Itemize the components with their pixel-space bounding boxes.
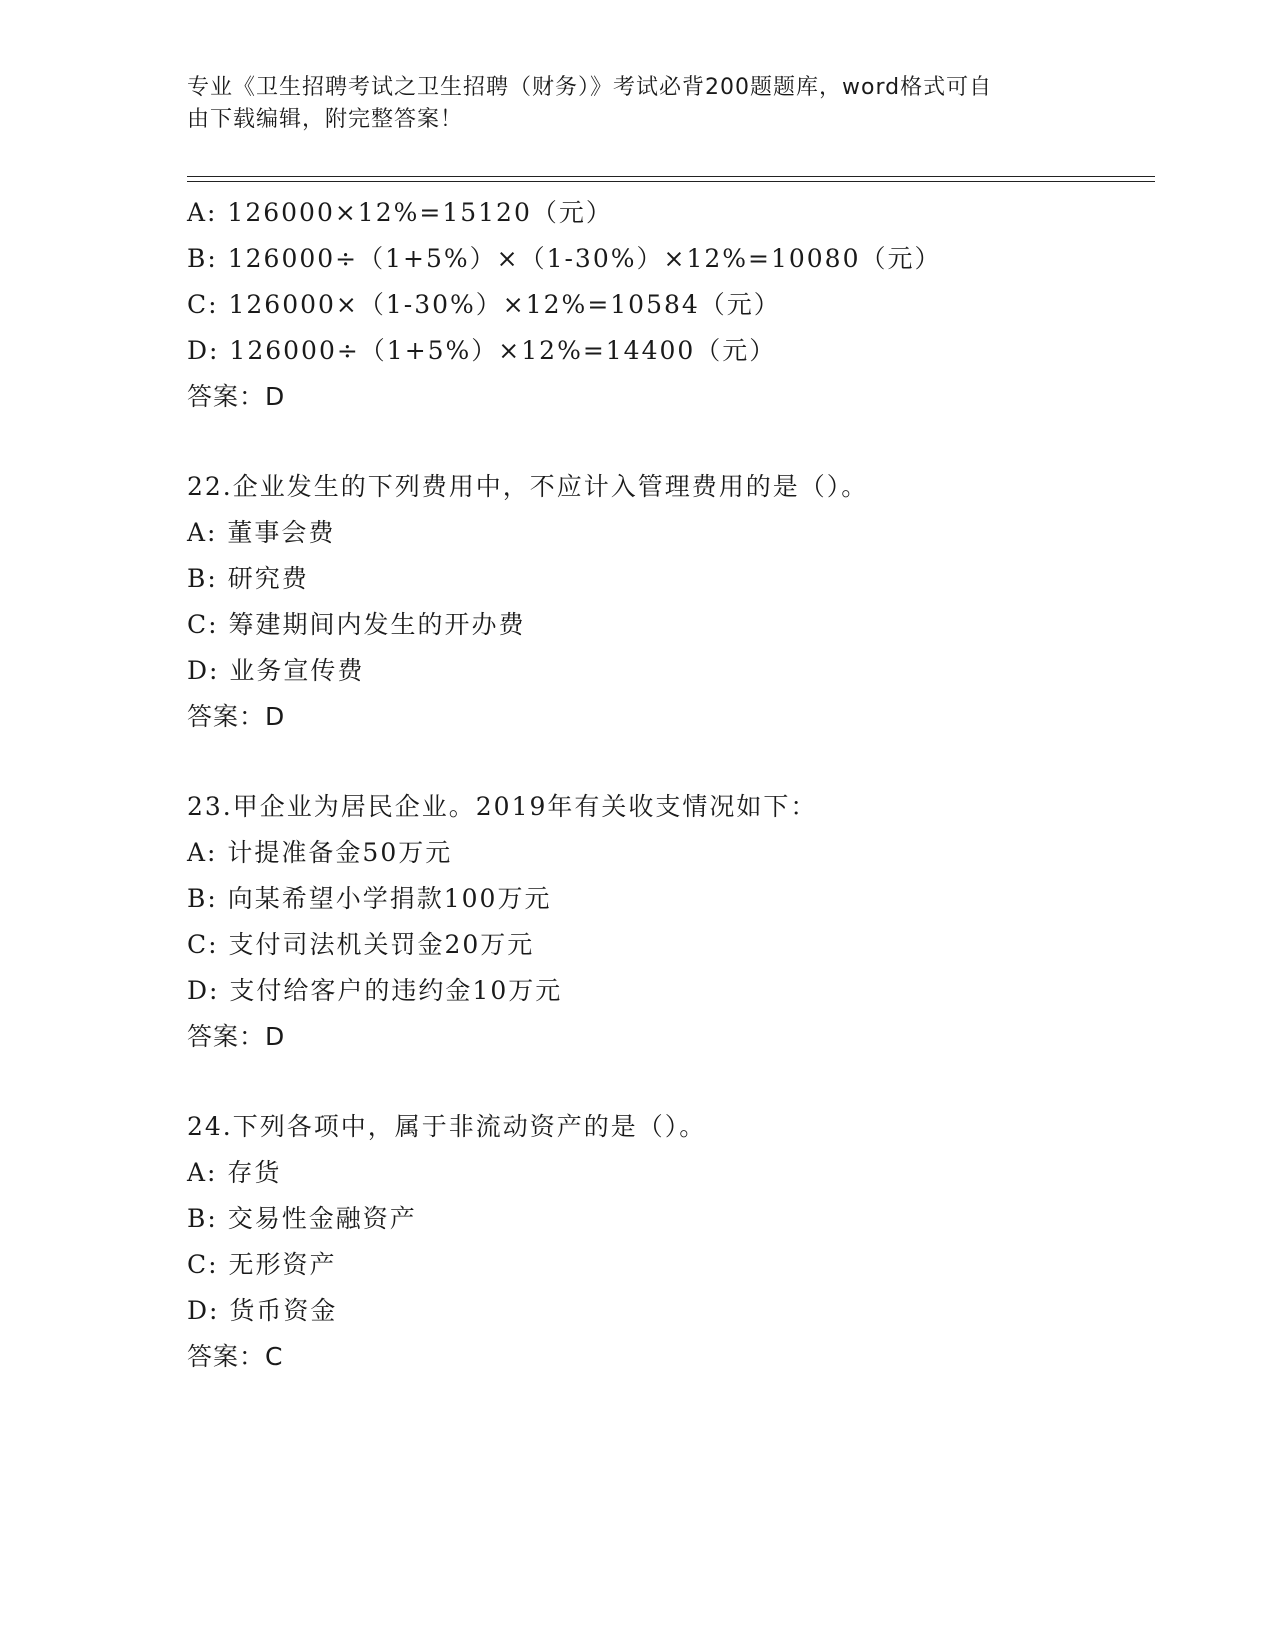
option-a: A: 计提准备金50万元	[187, 838, 453, 867]
answer: 答案：D	[187, 382, 286, 411]
option-a: A: 董事会费	[187, 518, 336, 547]
option-b: B: 126000÷（1+5%）×（1-30%）×12%=10080（元）	[187, 244, 942, 273]
option-c: C: 无形资产	[187, 1250, 337, 1279]
option-a: A: 存货	[187, 1158, 282, 1187]
question-text: 23.甲企业为居民企业。2019年有关收支情况如下：	[187, 792, 818, 821]
header-divider-top	[187, 176, 1155, 177]
option-d: D: 126000÷（1+5%）×12%=14400（元）	[187, 336, 777, 365]
document-header	[187, 72, 1077, 136]
header-divider-bottom	[187, 181, 1155, 182]
option-c: C: 筹建期间内发生的开办费	[187, 610, 526, 639]
answer: 答案：D	[187, 702, 286, 731]
option-b: B: 向某希望小学捐款100万元	[187, 884, 552, 913]
spacer	[187, 420, 1147, 464]
spacer	[187, 740, 1147, 784]
question-22	[187, 464, 1147, 740]
answer: 答案：C	[187, 1342, 284, 1371]
question-21	[187, 190, 1147, 420]
option-c: C: 支付司法机关罚金20万元	[187, 930, 535, 959]
header-line-2: 由下载编辑，附完整答案！	[187, 107, 464, 132]
answer: 答案：D	[187, 1022, 286, 1051]
header-line-1: 专业《卫生招聘考试之卫生招聘（财务）》考试必背200题题库，word格式可自	[187, 75, 993, 100]
question-list	[187, 190, 1147, 1380]
option-a: A: 126000×12%=15120（元）	[187, 198, 613, 227]
question-text: 24.下列各项中，属于非流动资产的是（）。	[187, 1112, 707, 1141]
option-d: D: 货币资金	[187, 1296, 338, 1325]
option-c: C: 126000×（1-30%）×12%=10584（元）	[187, 290, 781, 319]
question-text: 22.企业发生的下列费用中，不应计入管理费用的是（）。	[187, 472, 869, 501]
option-b: B: 交易性金融资产	[187, 1204, 417, 1233]
question-23	[187, 784, 1147, 1060]
option-b: B: 研究费	[187, 564, 309, 593]
option-d: D: 业务宣传费	[187, 656, 365, 685]
spacer	[187, 1060, 1147, 1104]
option-d: D: 支付给客户的违约金10万元	[187, 976, 563, 1005]
question-24	[187, 1104, 1147, 1380]
